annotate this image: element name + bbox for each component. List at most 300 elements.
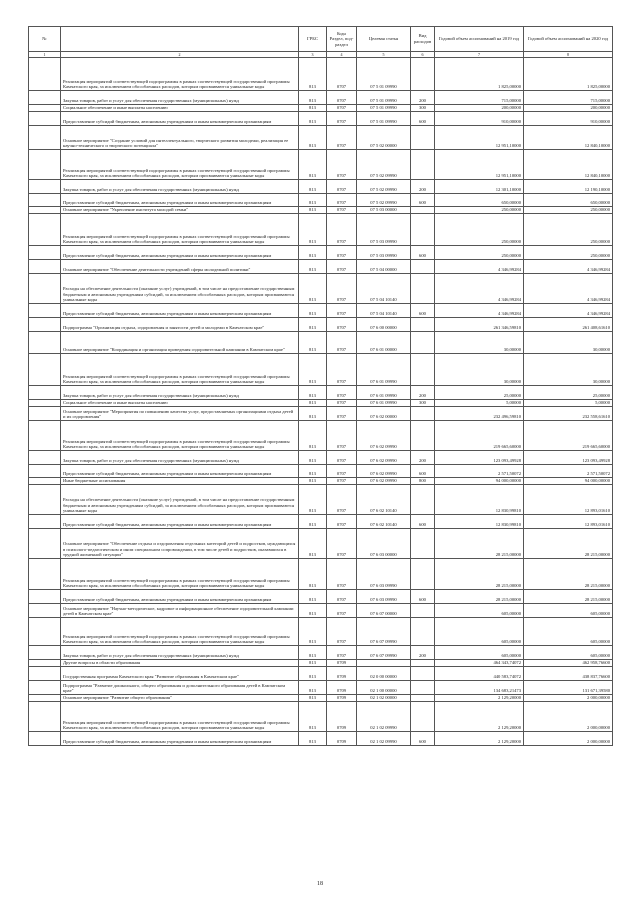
- row-rzpr-cell: 0707: [327, 618, 357, 646]
- row-num-cell: [29, 451, 61, 465]
- table-row: [29, 318, 613, 332]
- table-row: [29, 604, 613, 618]
- row-name-cell: Реализация мероприятий соответствующей подпрограммы в рамках соответствующей государственной программы Камчатского края, за исключением обособленных расходов, которым присваиваются уникальные коды: [61, 421, 299, 451]
- row-csr-cell: 07 5 04 00000: [357, 260, 411, 274]
- row-csr-cell: 07 6 02 09990: [357, 465, 411, 478]
- header-csr: Целевая статья: [357, 27, 411, 52]
- page-number: 18: [317, 881, 323, 887]
- row-grbs-cell: 813: [299, 274, 327, 304]
- row-rzpr-cell: 0709: [327, 702, 357, 732]
- row-num-cell: [29, 465, 61, 478]
- row-num-cell: [29, 386, 61, 400]
- row-name-cell: Закупка товаров, работ и услуг для обеспечения государственных (муниципальных) нужд: [61, 180, 299, 194]
- row-csr-cell: 07 5 02 09990: [357, 150, 411, 180]
- row-num-cell: [29, 207, 61, 214]
- row-sum-2020-cell: 123 093,49928: [524, 451, 613, 465]
- row-sum-2019-cell: 94 000,00000: [435, 478, 524, 485]
- header-rzpr-label: Раздел, под-раздел: [329, 35, 354, 47]
- row-sum-2019-cell: 4 346,99284: [435, 260, 524, 274]
- row-csr-cell: 07 6 02 00000: [357, 407, 411, 421]
- row-grbs-cell: 813: [299, 515, 327, 529]
- row-grbs-cell: 813: [299, 604, 327, 618]
- row-grbs-cell: 813: [299, 618, 327, 646]
- row-vr-cell: 200: [411, 180, 435, 194]
- row-grbs-cell: 813: [299, 180, 327, 194]
- header-num: №: [29, 27, 61, 52]
- row-num-cell: [29, 478, 61, 485]
- row-grbs-cell: 813: [299, 646, 327, 660]
- header-codes-group: Коды: [336, 30, 347, 36]
- table-row: [29, 407, 613, 421]
- row-vr-cell: 600: [411, 732, 435, 746]
- row-rzpr-cell: 0707: [327, 485, 357, 515]
- row-rzpr-cell: 0707: [327, 91, 357, 105]
- column-index: 3: [299, 52, 327, 58]
- column-index: 5: [357, 52, 411, 58]
- row-grbs-cell: 813: [299, 695, 327, 702]
- row-sum-2019-cell: 4 346,99284: [435, 274, 524, 304]
- row-vr-cell: 600: [411, 515, 435, 529]
- row-sum-2019-cell: 123 093,49928: [435, 451, 524, 465]
- row-num-cell: [29, 126, 61, 150]
- row-num-cell: [29, 304, 61, 318]
- row-sum-2019-cell: 30,00000: [435, 332, 524, 354]
- row-csr-cell: 07 5 03 00000: [357, 207, 411, 214]
- row-num-cell: [29, 150, 61, 180]
- row-name-cell: Реализация мероприятий соответствующей подпрограммы в рамках соответствующей государственной программы Камчатского края, за исключением обособленных расходов, которым присваиваются уникальные коды: [61, 58, 299, 91]
- row-grbs-cell: 813: [299, 126, 327, 150]
- row-sum-2019-cell: 715,00000: [435, 91, 524, 105]
- row-name-cell: Предоставление субсидий бюджетным, автономным учреждениям и иным некоммерческим организациям: [61, 515, 299, 529]
- row-csr-cell: 07 6 03 09990: [357, 559, 411, 590]
- row-vr-cell: [411, 681, 435, 695]
- row-rzpr-cell: 0707: [327, 590, 357, 604]
- row-sum-2019-cell: 4 346,99284: [435, 304, 524, 318]
- row-vr-cell: [411, 150, 435, 180]
- row-sum-2020-cell: 232 558,61610: [524, 407, 613, 421]
- table-row: [29, 590, 613, 604]
- table-row: [29, 126, 613, 150]
- row-sum-2020-cell: 4 346,99284: [524, 304, 613, 318]
- row-name-cell: Расходы на обеспечение деятельности (оказание услуг) учреждений, в том числе на предоставление государственным бюджетным и автономным учреждениям субсидий, за исключением обособленных расходов, которым присваиваются уникальные коды: [61, 485, 299, 515]
- row-sum-2020-cell: 250,00000: [524, 207, 613, 214]
- table-row: [29, 529, 613, 559]
- row-sum-2019-cell: 1 825,00000: [435, 58, 524, 91]
- row-num-cell: [29, 421, 61, 451]
- row-sum-2019-cell: 261 346,59810: [435, 318, 524, 332]
- row-rzpr-cell: 0707: [327, 354, 357, 386]
- row-rzpr-cell: 0707: [327, 207, 357, 214]
- row-sum-2019-cell: 12 830,99810: [435, 485, 524, 515]
- row-sum-2019-cell: 910,00000: [435, 112, 524, 126]
- row-grbs-cell: 813: [299, 407, 327, 421]
- row-name-cell: Предоставление субсидий бюджетным, автономным учреждениям и иным некоммерческим организациям: [61, 246, 299, 260]
- row-csr-cell: 07 5 02 09990: [357, 180, 411, 194]
- row-num-cell: [29, 246, 61, 260]
- row-vr-cell: [411, 695, 435, 702]
- row-name-cell: Подпрограмма "Организация отдыха, оздоровления и занятости детей и молодежи в Камчатском крае": [61, 318, 299, 332]
- row-grbs-cell: 813: [299, 732, 327, 746]
- row-sum-2020-cell: 28 215,00000: [524, 559, 613, 590]
- row-name-cell: Основное мероприятие "Развитие общего образования": [61, 695, 299, 702]
- row-sum-2020-cell: 1 825,00000: [524, 58, 613, 91]
- row-name-cell: Предоставление субсидий бюджетным, автономным учреждениям и иным некоммерческим организациям: [61, 194, 299, 207]
- table-header-row: [29, 27, 613, 52]
- row-num-cell: [29, 667, 61, 681]
- row-rzpr-cell: 0707: [327, 126, 357, 150]
- header-sum-2019: Годовой объем ассигнований на 2019 год: [435, 27, 524, 52]
- row-sum-2019-cell: 12 951,10000: [435, 150, 524, 180]
- row-csr-cell: 02 0 00 00000: [357, 667, 411, 681]
- row-sum-2019-cell: 25,00000: [435, 386, 524, 400]
- table-row: [29, 559, 613, 590]
- row-num-cell: [29, 407, 61, 421]
- row-num-cell: [29, 695, 61, 702]
- table-row: [29, 260, 613, 274]
- row-grbs-cell: 813: [299, 400, 327, 407]
- row-grbs-cell: 813: [299, 681, 327, 695]
- row-name-cell: Основное мероприятие "Укрепление института молодой семьи": [61, 207, 299, 214]
- row-rzpr-cell: 0707: [327, 559, 357, 590]
- row-name-cell: Основное мероприятие "Координация и организация проведения оздоровительной кампании в Камчатском крае": [61, 332, 299, 354]
- row-sum-2020-cell: 12 893,01610: [524, 485, 613, 515]
- row-vr-cell: [411, 332, 435, 354]
- row-vr-cell: 300: [411, 105, 435, 112]
- row-grbs-cell: 813: [299, 214, 327, 246]
- column-index: 6: [411, 52, 435, 58]
- row-sum-2019-cell: 200,00000: [435, 105, 524, 112]
- row-csr-cell: 07 5 01 09990: [357, 112, 411, 126]
- row-num-cell: [29, 180, 61, 194]
- table-row: [29, 515, 613, 529]
- row-csr-cell: 07 6 01 09990: [357, 354, 411, 386]
- row-rzpr-cell: 0707: [327, 246, 357, 260]
- row-sum-2020-cell: 12 840,10000: [524, 150, 613, 180]
- row-sum-2020-cell: 438 837,76600: [524, 667, 613, 681]
- row-csr-cell: 07 5 04 10140: [357, 304, 411, 318]
- row-name-cell: Предоставление субсидий бюджетным, автономным учреждениям и иным некоммерческим организациям: [61, 732, 299, 746]
- row-num-cell: [29, 58, 61, 91]
- row-csr-cell: 07 5 01 09990: [357, 105, 411, 112]
- table-row: [29, 660, 613, 667]
- row-csr-cell: 07 5 04 10140: [357, 274, 411, 304]
- row-grbs-cell: 813: [299, 354, 327, 386]
- row-grbs-cell: 813: [299, 207, 327, 214]
- row-csr-cell: 07 6 07 00000: [357, 604, 411, 618]
- row-rzpr-cell: 0707: [327, 105, 357, 112]
- row-vr-cell: [411, 207, 435, 214]
- row-num-cell: [29, 105, 61, 112]
- row-sum-2020-cell: 12 893,01610: [524, 515, 613, 529]
- row-csr-cell: 07 5 02 00000: [357, 126, 411, 150]
- row-rzpr-cell: 0707: [327, 407, 357, 421]
- row-vr-cell: 600: [411, 304, 435, 318]
- row-rzpr-cell: 0709: [327, 667, 357, 681]
- row-name-cell: Основное мероприятие "Обеспечение отдыха и оздоровления отдельных категорий детей и подростков, нуждающихся в психолого-педагогическом и ином специальном сопровождении, в том числе детей и подростков, оказавшихся в трудной жизненной ситуации": [61, 529, 299, 559]
- row-sum-2019-cell: 2 571,50072: [435, 465, 524, 478]
- table-row: [29, 451, 613, 465]
- row-name-cell: Предоставление субсидий бюджетным, автономным учреждениям и иным некоммерческим организациям: [61, 112, 299, 126]
- table-row: [29, 386, 613, 400]
- row-num-cell: [29, 400, 61, 407]
- row-vr-cell: [411, 260, 435, 274]
- row-name-cell: Предоставление субсидий бюджетным, автономным учреждениям и иным некоммерческим организациям: [61, 465, 299, 478]
- row-csr-cell: 02 1 02 09990: [357, 732, 411, 746]
- row-csr-cell: 07 6 02 09990: [357, 478, 411, 485]
- row-rzpr-cell: 0707: [327, 386, 357, 400]
- row-name-cell: Реализация мероприятий соответствующей подпрограммы в рамках соответствующей государственной программы Камчатского края, за исключением обособленных расходов, которым присваиваются уникальные коды: [61, 354, 299, 386]
- row-csr-cell: 07 6 03 09990: [357, 590, 411, 604]
- header-rzpr: [327, 27, 357, 52]
- row-num-cell: [29, 660, 61, 667]
- row-name-cell: Социальное обеспечение и иные выплаты населению: [61, 400, 299, 407]
- row-sum-2020-cell: 2 000,00000: [524, 732, 613, 746]
- row-vr-cell: 200: [411, 451, 435, 465]
- row-rzpr-cell: 0707: [327, 194, 357, 207]
- row-sum-2019-cell: 250,00000: [435, 246, 524, 260]
- row-sum-2020-cell: 605,00000: [524, 618, 613, 646]
- row-sum-2019-cell: 30,00000: [435, 354, 524, 386]
- row-sum-2020-cell: 261 408,61610: [524, 318, 613, 332]
- row-sum-2020-cell: 219 665,60000: [524, 421, 613, 451]
- table-row: [29, 354, 613, 386]
- row-sum-2019-cell: 232 496,59810: [435, 407, 524, 421]
- row-sum-2020-cell: 2 571,50072: [524, 465, 613, 478]
- row-rzpr-cell: 0707: [327, 150, 357, 180]
- row-sum-2020-cell: 28 215,00000: [524, 590, 613, 604]
- row-vr-cell: 600: [411, 246, 435, 260]
- row-rzpr-cell: 0707: [327, 604, 357, 618]
- row-sum-2020-cell: 2 000,00000: [524, 695, 613, 702]
- header-name: [61, 27, 299, 52]
- header-grbs: ГРБС: [299, 27, 327, 52]
- table-row: [29, 400, 613, 407]
- row-sum-2020-cell: 30,00000: [524, 354, 613, 386]
- row-num-cell: [29, 590, 61, 604]
- table-row: [29, 667, 613, 681]
- row-name-cell: Основное мероприятие "Обеспечение деятельности учреждений сферы молодежной политики": [61, 260, 299, 274]
- row-rzpr-cell: 0707: [327, 112, 357, 126]
- row-csr-cell: 02 1 02 09990: [357, 702, 411, 732]
- row-vr-cell: [411, 618, 435, 646]
- row-rzpr-cell: 0709: [327, 732, 357, 746]
- row-sum-2019-cell: 2 129,20000: [435, 702, 524, 732]
- row-csr-cell: 07 6 01 09990: [357, 400, 411, 407]
- row-vr-cell: 800: [411, 478, 435, 485]
- row-vr-cell: 600: [411, 194, 435, 207]
- table-row: [29, 646, 613, 660]
- row-vr-cell: 200: [411, 386, 435, 400]
- row-vr-cell: [411, 667, 435, 681]
- row-grbs-cell: 813: [299, 194, 327, 207]
- row-sum-2020-cell: 250,00000: [524, 214, 613, 246]
- row-sum-2020-cell: 25,00000: [524, 386, 613, 400]
- row-sum-2020-cell: 250,00000: [524, 246, 613, 260]
- row-csr-cell: 02 1 00 00000: [357, 681, 411, 695]
- row-vr-cell: 600: [411, 465, 435, 478]
- row-csr-cell: 07 6 02 09990: [357, 421, 411, 451]
- row-vr-cell: [411, 485, 435, 515]
- row-sum-2019-cell: 250,00000: [435, 214, 524, 246]
- row-grbs-cell: 813: [299, 478, 327, 485]
- row-vr-cell: [411, 559, 435, 590]
- table-row: [29, 246, 613, 260]
- row-csr-cell: 07 6 02 10140: [357, 485, 411, 515]
- row-rzpr-cell: 0707: [327, 274, 357, 304]
- row-num-cell: [29, 604, 61, 618]
- row-vr-cell: [411, 604, 435, 618]
- row-num-cell: [29, 618, 61, 646]
- row-csr-cell: 07 6 00 00000: [357, 318, 411, 332]
- row-csr-cell: 07 5 02 09990: [357, 194, 411, 207]
- row-num-cell: [29, 559, 61, 590]
- row-vr-cell: [411, 702, 435, 732]
- row-name-cell: Реализация мероприятий соответствующей подпрограммы в рамках соответствующей государственной программы Камчатского края, за исключением обособленных расходов, которым присваиваются уникальные коды: [61, 214, 299, 246]
- row-rzpr-cell: 0709: [327, 695, 357, 702]
- table-row: [29, 332, 613, 354]
- row-grbs-cell: 813: [299, 529, 327, 559]
- row-name-cell: Другие вопросы в области образования: [61, 660, 299, 667]
- table-row: [29, 112, 613, 126]
- row-name-cell: Подпрограмма "Развитие дошкольного, общего образования и дополнительного образования детей в Камчатском крае": [61, 681, 299, 695]
- row-sum-2020-cell: 5,00000: [524, 400, 613, 407]
- table-row: [29, 150, 613, 180]
- row-rzpr-cell: 0707: [327, 515, 357, 529]
- row-csr-cell: 07 5 03 09990: [357, 214, 411, 246]
- table-row: [29, 681, 613, 695]
- row-rzpr-cell: 0707: [327, 529, 357, 559]
- row-vr-cell: 200: [411, 646, 435, 660]
- row-num-cell: [29, 214, 61, 246]
- budget-table-page: [28, 26, 612, 746]
- row-name-cell: Закупка товаров, работ и услуг для обеспечения государственных (муниципальных) нужд: [61, 451, 299, 465]
- header-vr: Вид расходов: [411, 27, 435, 52]
- row-csr-cell: 07 6 02 09990: [357, 451, 411, 465]
- row-grbs-cell: 813: [299, 660, 327, 667]
- row-grbs-cell: 813: [299, 451, 327, 465]
- budget-table: [28, 26, 613, 746]
- row-num-cell: [29, 91, 61, 105]
- row-sum-2020-cell: 462 958,76600: [524, 660, 613, 667]
- table-row: [29, 194, 613, 207]
- row-vr-cell: [411, 407, 435, 421]
- row-name-cell: Предоставление субсидий бюджетным, автономным учреждениям и иным некоммерческим организациям: [61, 590, 299, 604]
- row-sum-2019-cell: 250,00000: [435, 207, 524, 214]
- row-rzpr-cell: 0707: [327, 260, 357, 274]
- row-num-cell: [29, 681, 61, 695]
- row-rzpr-cell: 0707: [327, 465, 357, 478]
- table-row: [29, 214, 613, 246]
- row-grbs-cell: 813: [299, 465, 327, 478]
- row-sum-2020-cell: 650,00000: [524, 194, 613, 207]
- row-name-cell: Основное мероприятие "Научно-методическое, кадровое и информационное обеспечение оздоровительной кампании детей в Камчатском крае": [61, 604, 299, 618]
- row-rzpr-cell: 0709: [327, 660, 357, 667]
- row-sum-2019-cell: 134 683,21473: [435, 681, 524, 695]
- row-sum-2019-cell: 28 215,00000: [435, 590, 524, 604]
- row-sum-2019-cell: 12 951,10000: [435, 126, 524, 150]
- row-vr-cell: [411, 318, 435, 332]
- row-name-cell: Закупка товаров, работ и услуг для обеспечения государственных (муниципальных) нужд: [61, 91, 299, 105]
- column-index: 1: [29, 52, 61, 58]
- row-sum-2020-cell: 12 840,10000: [524, 126, 613, 150]
- row-grbs-cell: 813: [299, 91, 327, 105]
- row-rzpr-cell: 0707: [327, 332, 357, 354]
- row-num-cell: [29, 529, 61, 559]
- row-name-cell: Основное мероприятие "Создание условий для интеллектуального, творческого развития молодежи, реализация ее научно-технического и творческого потенциала": [61, 126, 299, 150]
- row-name-cell: Закупка товаров, работ и услуг для обеспечения государственных (муниципальных) нужд: [61, 646, 299, 660]
- row-vr-cell: 300: [411, 400, 435, 407]
- row-name-cell: Социальное обеспечение и иные выплаты населению: [61, 105, 299, 112]
- header-sum-2020: Годовой объем ассигнований на 2020 год: [524, 27, 613, 52]
- row-vr-cell: 600: [411, 112, 435, 126]
- row-name-cell: Реализация мероприятий соответствующей подпрограммы в рамках соответствующей государственной программы Камчатского края, за исключением обособленных расходов, которым присваиваются уникальные коды: [61, 559, 299, 590]
- row-sum-2020-cell: 28 215,00000: [524, 529, 613, 559]
- row-rzpr-cell: 0707: [327, 421, 357, 451]
- row-grbs-cell: 813: [299, 590, 327, 604]
- row-grbs-cell: 813: [299, 105, 327, 112]
- table-row: [29, 478, 613, 485]
- table-row: [29, 91, 613, 105]
- row-csr-cell: 02 1 02 00000: [357, 695, 411, 702]
- row-name-cell: Закупка товаров, работ и услуг для обеспечения государственных (муниципальных) нужд: [61, 386, 299, 400]
- table-row: [29, 105, 613, 112]
- row-sum-2020-cell: 30,00000: [524, 332, 613, 354]
- row-name-cell: Расходы на обеспечение деятельности (оказание услуг) учреждений, в том числе на предоставление государственным бюджетным и автономным учреждениям субсидий, за исключением обособленных расходов, которым присваиваются уникальные коды: [61, 274, 299, 304]
- table-row: [29, 485, 613, 515]
- row-num-cell: [29, 260, 61, 274]
- row-sum-2019-cell: 5,00000: [435, 400, 524, 407]
- row-grbs-cell: 813: [299, 702, 327, 732]
- row-sum-2019-cell: 440 583,74072: [435, 667, 524, 681]
- table-row: [29, 695, 613, 702]
- row-name-cell: Реализация мероприятий соответствующей подпрограммы в рамках соответствующей государственной программы Камчатского края, за исключением обособленных расходов, которым присваиваются уникальные коды: [61, 150, 299, 180]
- row-num-cell: [29, 274, 61, 304]
- table-row: [29, 618, 613, 646]
- row-sum-2019-cell: 605,00000: [435, 646, 524, 660]
- row-csr-cell: [357, 660, 411, 667]
- row-sum-2019-cell: 2 129,20000: [435, 695, 524, 702]
- table-row: [29, 274, 613, 304]
- row-grbs-cell: 813: [299, 150, 327, 180]
- row-grbs-cell: 813: [299, 485, 327, 515]
- row-num-cell: [29, 702, 61, 732]
- row-grbs-cell: 813: [299, 318, 327, 332]
- row-rzpr-cell: 0709: [327, 681, 357, 695]
- row-grbs-cell: 813: [299, 260, 327, 274]
- row-num-cell: [29, 318, 61, 332]
- row-rzpr-cell: 0707: [327, 478, 357, 485]
- row-csr-cell: 07 6 01 00000: [357, 332, 411, 354]
- row-name-cell: Реализация мероприятий соответствующей подпрограммы в рамках соответствующей государственной программы Камчатского края, за исключением обособленных расходов, которым присваиваются уникальные коды: [61, 702, 299, 732]
- row-sum-2020-cell: 12 190,10000: [524, 180, 613, 194]
- row-csr-cell: 07 6 01 09990: [357, 386, 411, 400]
- row-rzpr-cell: 0707: [327, 400, 357, 407]
- row-sum-2020-cell: 131 671,39580: [524, 681, 613, 695]
- row-vr-cell: 600: [411, 590, 435, 604]
- row-csr-cell: 07 6 07 09990: [357, 646, 411, 660]
- row-grbs-cell: 813: [299, 559, 327, 590]
- row-name-cell: Иные бюджетные ассигнования: [61, 478, 299, 485]
- row-sum-2019-cell: 28 215,00000: [435, 559, 524, 590]
- row-sum-2020-cell: 2 000,00000: [524, 702, 613, 732]
- row-rzpr-cell: 0707: [327, 214, 357, 246]
- row-rzpr-cell: 0707: [327, 451, 357, 465]
- row-name-cell: Государственная программа Камчатского края "Развитие образования в Камчатском крае": [61, 667, 299, 681]
- row-vr-cell: [411, 529, 435, 559]
- table-body: [29, 58, 613, 746]
- row-csr-cell: 07 5 03 09990: [357, 246, 411, 260]
- row-grbs-cell: 813: [299, 304, 327, 318]
